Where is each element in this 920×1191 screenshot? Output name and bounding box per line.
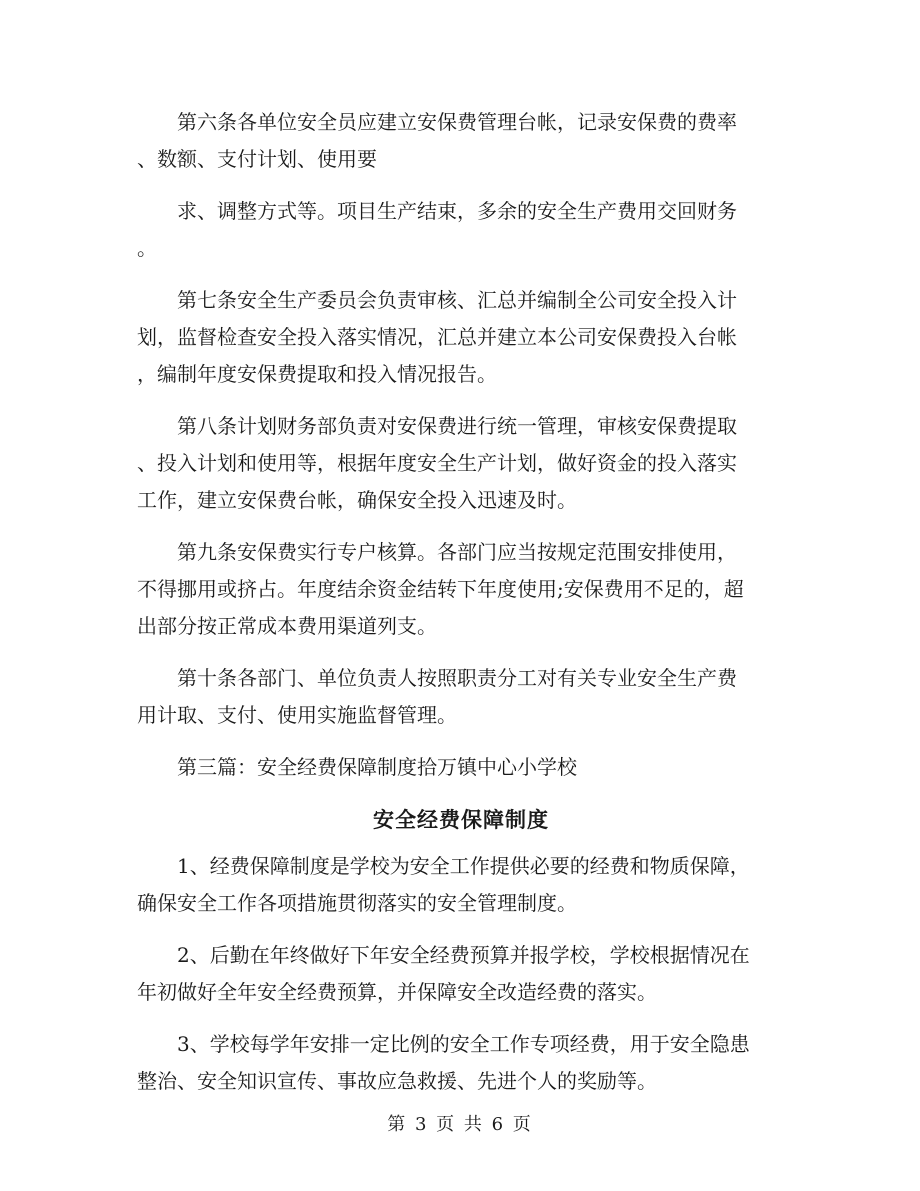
text-line: 第十条各部门、单位负责人按照职责分工对有关专业安全生产费 bbox=[177, 666, 737, 690]
page-number-footer: 第 3 页 共 6 页 bbox=[387, 1114, 533, 1135]
text-line: ，编制年度安保费提取和投入情况报告。 bbox=[137, 362, 497, 386]
document-body bbox=[137, 104, 785, 1115]
text-line: 、投入计划和使用等，根据年度安全生产计划，做好资金的投入落实 bbox=[137, 451, 737, 475]
text-line: 第三篇：安全经费保障制度拾万镇中心小学校 bbox=[177, 755, 577, 779]
text-line: 年初做好全年安全经费预算，并保障安全改造经费的落实。 bbox=[137, 980, 657, 1004]
article-10-paragraph bbox=[137, 660, 785, 734]
text-line: 3、学校每学年安排一定比例的安全工作专项经费，用于安全隐患 bbox=[177, 1032, 750, 1056]
text-line: 划，监督检查安全投入落实情况，汇总并建立本公司安保费投入台帐 bbox=[137, 325, 737, 349]
item-2-paragraph bbox=[137, 937, 785, 1011]
text-line: 2、后勤在年终做好下年安全经费预算并报学校，学校根据情况在 bbox=[177, 943, 750, 967]
text-line: 第六条各单位安全员应建立安保费管理台帐，记录安保费的费率 bbox=[177, 110, 737, 134]
text-line: 求、调整方式等。项目生产结束，多余的安全生产费用交回财务 bbox=[177, 199, 737, 223]
article-8-paragraph bbox=[137, 408, 785, 519]
article-9-paragraph bbox=[137, 534, 785, 645]
text-line: 、数额、支付计划、使用要 bbox=[137, 147, 377, 171]
item-1-paragraph bbox=[137, 848, 785, 922]
text-line: 第七条安全生产委员会负责审核、汇总并编制全公司安全投入计 bbox=[177, 288, 737, 312]
text-line: 第八条计划财务部负责对安保费进行统一管理，审核安保费提取 bbox=[177, 414, 737, 438]
item-3-paragraph bbox=[137, 1026, 785, 1100]
text-line: 用计取、支付、使用实施监督管理。 bbox=[137, 703, 457, 727]
text-line: 出部分按正常成本费用渠道列支。 bbox=[137, 614, 437, 638]
text-line: 确保安全工作各项措施贯彻落实的安全管理制度。 bbox=[137, 891, 577, 915]
text-line: 不得挪用或挤占。年度结余资金结转下年度使用;安保费用不足的，超 bbox=[137, 577, 744, 601]
article-6-paragraph bbox=[137, 104, 785, 178]
text-line: 1、经费保障制度是学校为安全工作提供必要的经费和物质保障， bbox=[177, 854, 750, 878]
section-heading: 安全经费保障制度 bbox=[373, 807, 549, 832]
text-line: 整治、安全知识宣传、事故应急救援、先进个人的奖励等。 bbox=[137, 1069, 657, 1093]
text-line: 。 bbox=[137, 236, 157, 260]
part-3-title bbox=[137, 749, 785, 786]
article-7-paragraph bbox=[137, 282, 785, 393]
text-line: 工作，建立安保费台帐，确保安全投入迅速及时。 bbox=[137, 488, 577, 512]
text-line: 第九条安保费实行专户核算。各部门应当按规定范围安排使用， bbox=[177, 540, 737, 564]
article-6-continuation bbox=[137, 193, 785, 267]
